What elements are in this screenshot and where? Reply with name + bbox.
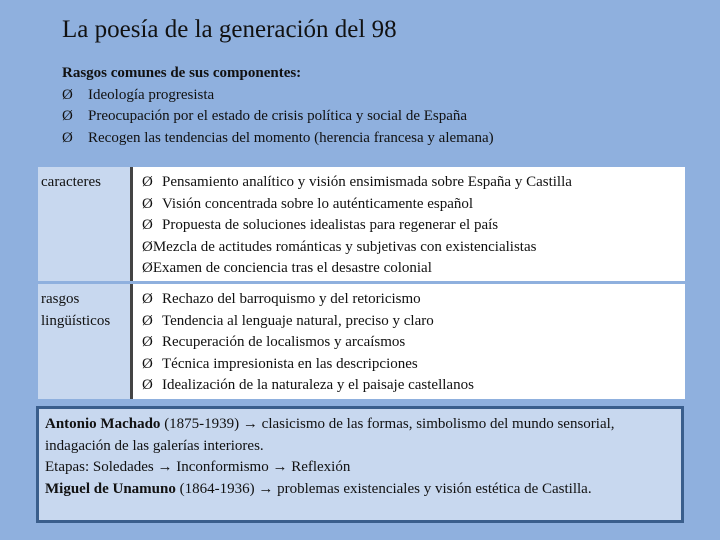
list-item: Ø Rechazo del barroquismo y del retoricismo xyxy=(142,289,685,311)
arrow-bullet-icon: Ø xyxy=(142,377,153,393)
author-name-unamuno: Miguel de Unamuno xyxy=(45,480,176,497)
arrow-bullet-icon: Ø xyxy=(62,129,73,146)
arrow-bullet-icon: Ø xyxy=(62,86,73,103)
etapas-line: Etapas: Soledades → Inconformismo → Reflexión xyxy=(45,459,351,475)
row-label: rasgos lingüísticos xyxy=(38,284,133,399)
list-item: Ø Preocupación por el estado de crisis política y social de España xyxy=(62,106,702,128)
list-item: Ø Visión concentrada sobre lo auténticamente español xyxy=(142,194,685,216)
list-item: ØMezcla de actitudes románticas y subjetivas con existencialistas xyxy=(142,238,537,255)
list-item: Ø Pensamiento analítico y visión ensimismada sobre España y Castilla xyxy=(142,172,685,194)
row-items xyxy=(139,284,685,399)
traits-table xyxy=(38,167,685,399)
arrow-bullet-icon: Ø xyxy=(142,312,153,329)
arrow-bullet-icon: Ø xyxy=(142,195,153,212)
table-row-rasgos-linguisticos xyxy=(38,284,685,399)
list-item: Ø Idealización de la naturaleza y el paisaje castellanos xyxy=(142,375,685,397)
list-item: Ø Propuesta de soluciones idealistas para regenerar el país xyxy=(142,215,685,237)
list-item: Ø Recuperación de localismos y arcaísmos xyxy=(142,332,685,354)
row-label: caracteres xyxy=(38,167,133,281)
common-traits-heading: Rasgos comunes de sus componentes: xyxy=(62,65,302,81)
machado-paragraph: Antonio Machado (1875-1939) → clasicismo de las formas, simbolismo del mundo sensorial, indagación de las galerías interiores. xyxy=(45,416,615,454)
arrow-bullet-icon: Ø xyxy=(142,260,153,276)
arrow-bullet-icon: Ø xyxy=(142,334,153,350)
arrow-bullet-icon: Ø xyxy=(142,355,153,372)
row-items xyxy=(139,167,685,281)
list-item: Ø Ideología progresista xyxy=(62,85,702,107)
common-traits-section xyxy=(62,63,702,149)
author-name-machado: Antonio Machado xyxy=(45,416,161,432)
table-row-caracteres xyxy=(38,167,685,284)
arrow-bullet-icon: Ø xyxy=(142,217,153,233)
arrow-bullet-icon: Ø xyxy=(62,108,73,124)
authors-infobox xyxy=(36,406,684,523)
list-item: Ø Tendencia al lenguaje natural, preciso y claro xyxy=(142,311,685,333)
list-item: ØExamen de conciencia tras el desastre colonial xyxy=(142,260,432,276)
unamuno-paragraph: Miguel de Unamuno (1864-1936) → problemas existenciales y visión estética de Castilla. xyxy=(45,480,592,497)
slide-title: La poesía de la generación del 98 xyxy=(62,16,397,43)
arrow-bullet-icon: Ø xyxy=(142,291,153,307)
list-item: Ø Recogen las tendencias del momento (herencia francesa y alemana) xyxy=(62,128,702,150)
arrow-bullet-icon: Ø xyxy=(142,238,153,255)
arrow-bullet-icon: Ø xyxy=(142,174,153,190)
list-item: Ø Técnica impresionista en las descripciones xyxy=(142,354,685,376)
